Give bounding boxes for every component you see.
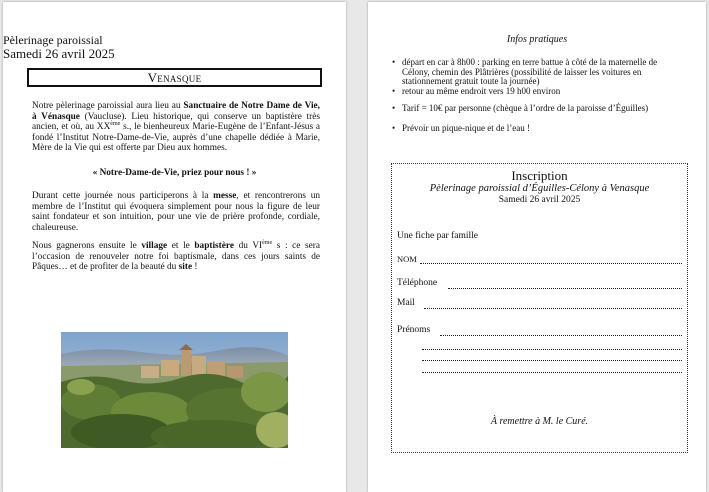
prenoms-field-1[interactable] <box>440 335 682 336</box>
pilgrimage-date: Samedi 26 avril 2025 <box>3 46 115 61</box>
info-item-price: • Tarif = 10€ par personne (chèque à l’ordre de la paroisse d’Éguilles) <box>392 104 684 114</box>
inscription-date: Samedi 26 avril 2025 <box>498 195 581 205</box>
inscription-form <box>391 163 688 453</box>
return-note: À remettre à M. le Curé. <box>490 416 589 427</box>
mail-field[interactable] <box>424 308 682 309</box>
nom-field[interactable] <box>420 263 682 264</box>
inscription-subtitle: Pèlerinage paroissial d’Éguilles-Célony à Venasque <box>429 183 650 194</box>
info-item-departure: • départ en car à 8h00 : parking en terre battue à côté de la maternelle de Célony, chemin des Plâtrières (possibilité de laisser les voitures en stationnement gratuit toute la journée) <box>392 58 684 87</box>
mail-label: Mail <box>397 298 415 308</box>
telephone-field[interactable] <box>448 288 682 289</box>
inscription-title: Inscription <box>511 168 568 183</box>
prenoms-field-4[interactable] <box>422 372 682 373</box>
location-heading: Venasque <box>27 68 322 87</box>
day-paragraph: Durant cette journée nous participerons à la messe, et rencontrerons un membre de l’Institut qui évoquera simplement pour nous la figure de leur saint fondateur et son intuition, pour une vie de prière profonde, cordiale, chaleureuse. <box>32 191 320 233</box>
pilgrimage-title: Pèlerinage paroissial <box>3 33 103 47</box>
info-item-picnic: • Prévoir un pique-nique et de l’eau ! <box>392 124 684 134</box>
intro-paragraph: Notre pèlerinage paroissial aura lieu au Sanctuaire de Notre Dame de Vie, à Vénasque (Vaucluse). Lieu historique, qui conserve un baptistère très ancien, et où, au XXème s., le bienheureux Marie-Eugène de l’Enfant-Jésus a fondé l’Institut Notre-Dame-de-Vie, auprès d’une chapelle dédiée à Marie, Mère de la Vie qui est offerte par Dieu aux hommes. <box>32 101 320 154</box>
infos-title: Infos pratiques <box>506 34 568 45</box>
infos-list <box>392 58 684 134</box>
venasque-village-photo <box>61 332 288 448</box>
info-item-return: • retour au même endroit vers 19 h00 environ <box>392 87 684 97</box>
family-note: Une fiche par famille <box>397 231 478 241</box>
left-page <box>3 2 346 492</box>
visit-paragraph: Nous gagnerons ensuite le village et le baptistère du VIème s : ce sera l’occasion de renouveler notre foi baptismale, dans ces jours saints de Pâques… et de profiter de la beauté du site ! <box>32 239 320 273</box>
telephone-label: Téléphone <box>397 278 438 288</box>
prayer-line: « Notre-Dame-de-Vie, priez pour nous ! » <box>92 168 257 178</box>
right-page <box>368 2 706 492</box>
prenoms-field-2[interactable] <box>422 349 682 350</box>
nom-label: NOM <box>397 254 417 264</box>
prenoms-label: Prénoms <box>397 325 431 335</box>
prenoms-field-3[interactable] <box>422 360 682 361</box>
